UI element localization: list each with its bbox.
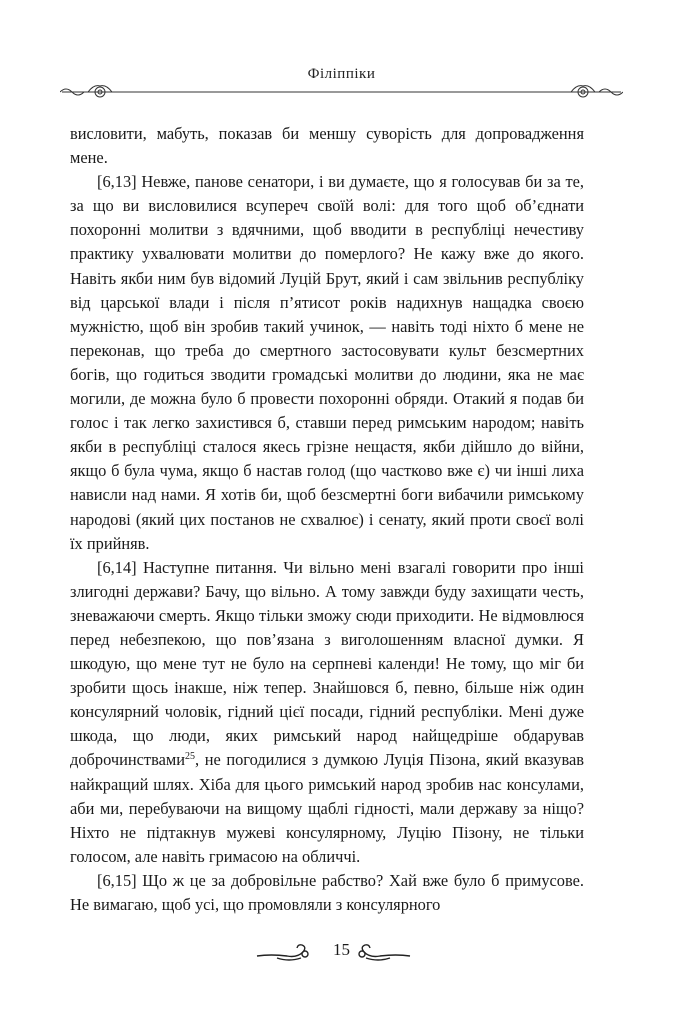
page-body (70, 122, 584, 917)
paragraph-6-14-part-1: [6,14] Наступне питання. Чи вільно мені взагалі говорити про інші злигодні держави? Бачу, що вільно. А тому завжди буду захищати честь, зневажаючи смерть. Якщо тільки зможу сюди приходити. Не відмовлюся перед небезпекою, що пов’язана з виголошенням власної думки. Я шкодую, що мене тут не було на серпневі календи! Не тому, що міг би зробити щось інакше, ніж тепер. Знайшовся б, певно, більше ніж один консулярний чоловік, гідний цієї посади, гідний республіки. Мені дуже шкода, що люди, яких римський народ найщедріше обдарував доброчинствами (70, 557, 584, 770)
header-ornament-icon (60, 80, 623, 100)
running-title: Філіппіки (307, 66, 376, 82)
paragraph-6-13: [6,13] Невже, панове сенатори, і ви думаєте, що я голосував би за те, за що ви висловилися всупереч своїй волі: для того щоб об’єднати похоронні молитви з вдячними, щоб вводити в республіці нечестиву практику ухвалювати молитви до померлого? Не кажу вже до якого. Навіть якби ним був відомий Луцій Брут, який і сам звільнив республіку від царської влади і після п’ятисот років надихнув нащадка своєю мужністю, щоб він зробив такий учинок, — навіть тоді ніхто б мене не переконав, що треба до смертного застосовувати культ безсмертних богів, що годиться зводити громадські молитви до людини, яка не має могили, де можна було б провести похоронні обряди. Отакий я подав би голос і так легко захистився б, ставши перед римським народом; навіть якби в республіці сталося якесь грізне нещастя, якби дійшло до війни, якщо б була чума, якщо б настав голод (що частково вже є) чи інші лиха нависли над нами. Я хотів би, щоб безсмертні боги вибачили римському народові (який цих постанов не схвалює) і сенату, який проти своєї волі їх прийняв. (70, 172, 584, 553)
footer-ornament-right-icon (352, 942, 412, 964)
page-number: 15 (333, 940, 350, 959)
footnote-marker[interactable]: 25 (185, 751, 196, 763)
paragraph-6-15: [6,15] Що ж це за добровільне рабство? Хай вже було б примусове. Не вимагаю, щоб усі, що промовляли з консулярного (70, 870, 584, 914)
running-header (60, 58, 623, 108)
paragraph-6-14 (70, 556, 584, 869)
paragraph-6-14-part-2: , не погодилися з думкою Луція Пізона, який вказував найкращий шлях. Хіба для цього римський народ зробив нас консулами, аби ми, перебуваючи на вищому щаблі гідності, мали державу за ніщо? Ніхто не підтакнув мужеві консулярному, Луцію Пізону, не тільки голосом, але навіть гримасою на обличчі. (70, 750, 584, 866)
page-footer (0, 938, 683, 968)
paragraph-continuation: висловити, мабуть, показав би меншу суворість для допровадження мене. (70, 124, 584, 168)
